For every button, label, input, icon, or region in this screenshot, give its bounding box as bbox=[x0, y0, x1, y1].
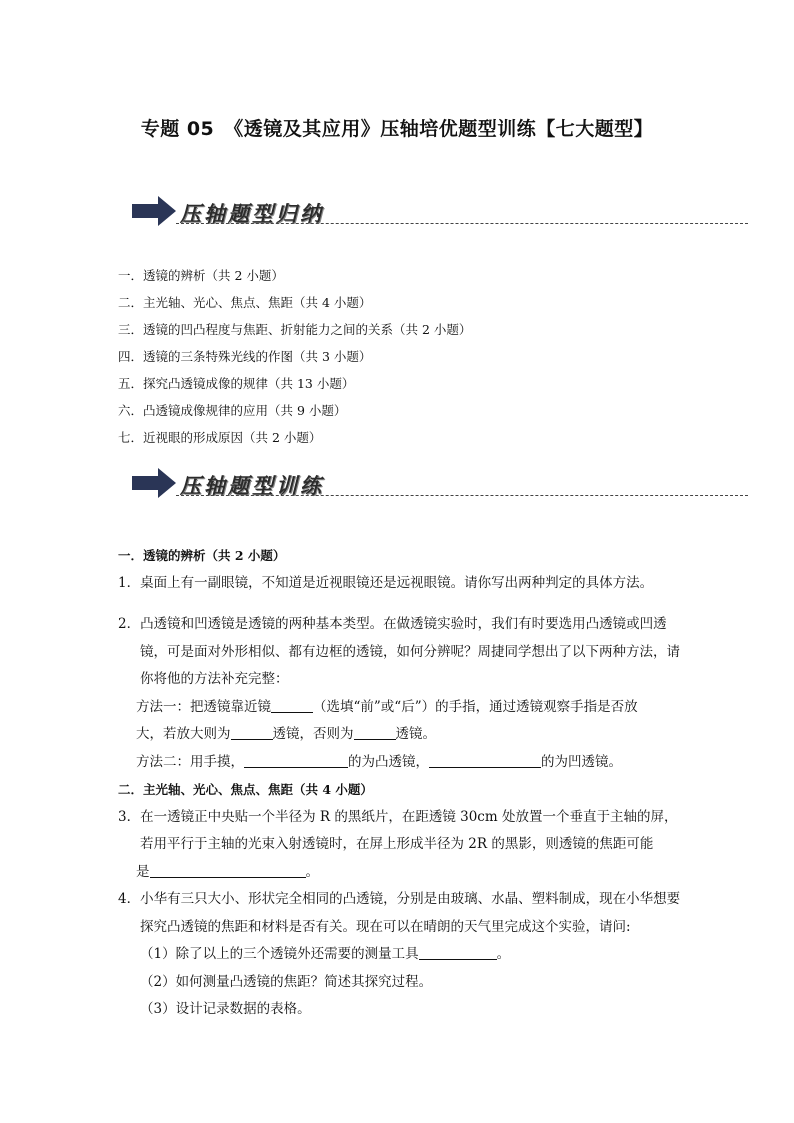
question-1: 1．桌面上有一副眼镜，不知道是近视眼镜还是远视眼镜。请你写出两种判定的具体方法。 bbox=[118, 574, 654, 591]
banner-title: 压轴题型归纳 bbox=[180, 202, 324, 226]
topic-item: 六．凸透镜成像规律的应用（共 9 小题） bbox=[118, 403, 347, 418]
topic-item: 三．透镜的凹凸程度与焦距、折射能力之间的关系（共 2 小题） bbox=[118, 322, 472, 337]
section-banner-summary bbox=[132, 196, 748, 230]
answer-blank[interactable] bbox=[231, 725, 273, 740]
question-2-method-1: 方法一：把透镜靠近镜 （选填“前”或“后”）的手指，通过透镜观察手指是否放 bbox=[136, 698, 638, 715]
arrow-icon bbox=[132, 196, 176, 226]
question-2-method-2: 方法二：用手摸， 的为凸透镜， 的为凹透镜。 bbox=[136, 753, 622, 770]
topic-item: 七．近视眼的形成原因（共 2 小题） bbox=[118, 430, 322, 445]
question-2-method-1-cont: 大，若放大则为 透镜，否则为 透镜。 bbox=[136, 726, 436, 742]
answer-blank[interactable] bbox=[271, 698, 313, 713]
question-4: 4．小华有三只大小、形状完全相同的凸透镜，分别是由玻璃、水晶、塑料制成，现在小华想要探究凸透镜的焦距和材料是否有关。现在可以在晴朗的天气里完成这个实验，请问: bbox=[118, 891, 681, 935]
section-banner-training bbox=[132, 468, 748, 502]
topic-item: 二．主光轴、光心、焦点、焦距（共 4 小题） bbox=[118, 295, 372, 310]
question-body bbox=[118, 542, 688, 1024]
topic-item: 五．探究凸透镜成像的规律（共 13 小题） bbox=[118, 376, 355, 391]
question-4-part-1: （1）除了以上的三个透镜外还需要的测量工具 。 bbox=[140, 946, 511, 962]
question-3: 3．在一透镜正中央贴一个半径为 R 的黑纸片，在距透镜 30cm 处放置一个垂直于主轴的屏，若用平行于主轴的光束入射透镜时，在屏上形成半径为 2R 的黑影，则透镜的焦距可能 bbox=[118, 808, 678, 852]
question-2: 2．凸透镜和凹透镜是透镜的两种基本类型。在做透镜实验时，我们有时要选用凸透镜或凹透镜，可是面对外形相似、都有边框的透镜，如何分辨呢？周捷同学想出了以下两种方法，请你将他的方法补充完整： bbox=[118, 616, 680, 687]
dashed-divider bbox=[176, 495, 748, 496]
arrow-icon bbox=[132, 468, 176, 498]
question-3-answer: 是 。 bbox=[136, 863, 319, 880]
answer-blank[interactable] bbox=[150, 863, 306, 878]
banner-title: 压轴题型训练 bbox=[180, 474, 324, 498]
answer-blank[interactable] bbox=[244, 753, 348, 768]
section-heading: 二．主光轴、光心、焦点、焦距（共 4 小题） bbox=[118, 782, 373, 797]
answer-blank[interactable] bbox=[354, 725, 396, 740]
question-4-part-3: （3）设计记录数据的表格。 bbox=[140, 1001, 311, 1017]
question-4-part-2: （2）如何测量凸透镜的焦距？简述其探究过程。 bbox=[140, 973, 433, 990]
answer-blank[interactable] bbox=[419, 945, 497, 960]
section-heading: 一．透镜的辨析（共 2 小题） bbox=[118, 548, 286, 563]
topic-item: 一．透镜的辨析（共 2 小题） bbox=[118, 268, 284, 283]
answer-blank[interactable] bbox=[429, 753, 541, 768]
topic-list bbox=[118, 262, 471, 451]
topic-item: 四．透镜的三条特殊光线的作图（共 3 小题） bbox=[118, 349, 372, 364]
page-title: 专题 05 《透镜及其应用》压轴培优题型训练【七大题型】 bbox=[140, 118, 654, 140]
dashed-divider bbox=[176, 223, 748, 224]
